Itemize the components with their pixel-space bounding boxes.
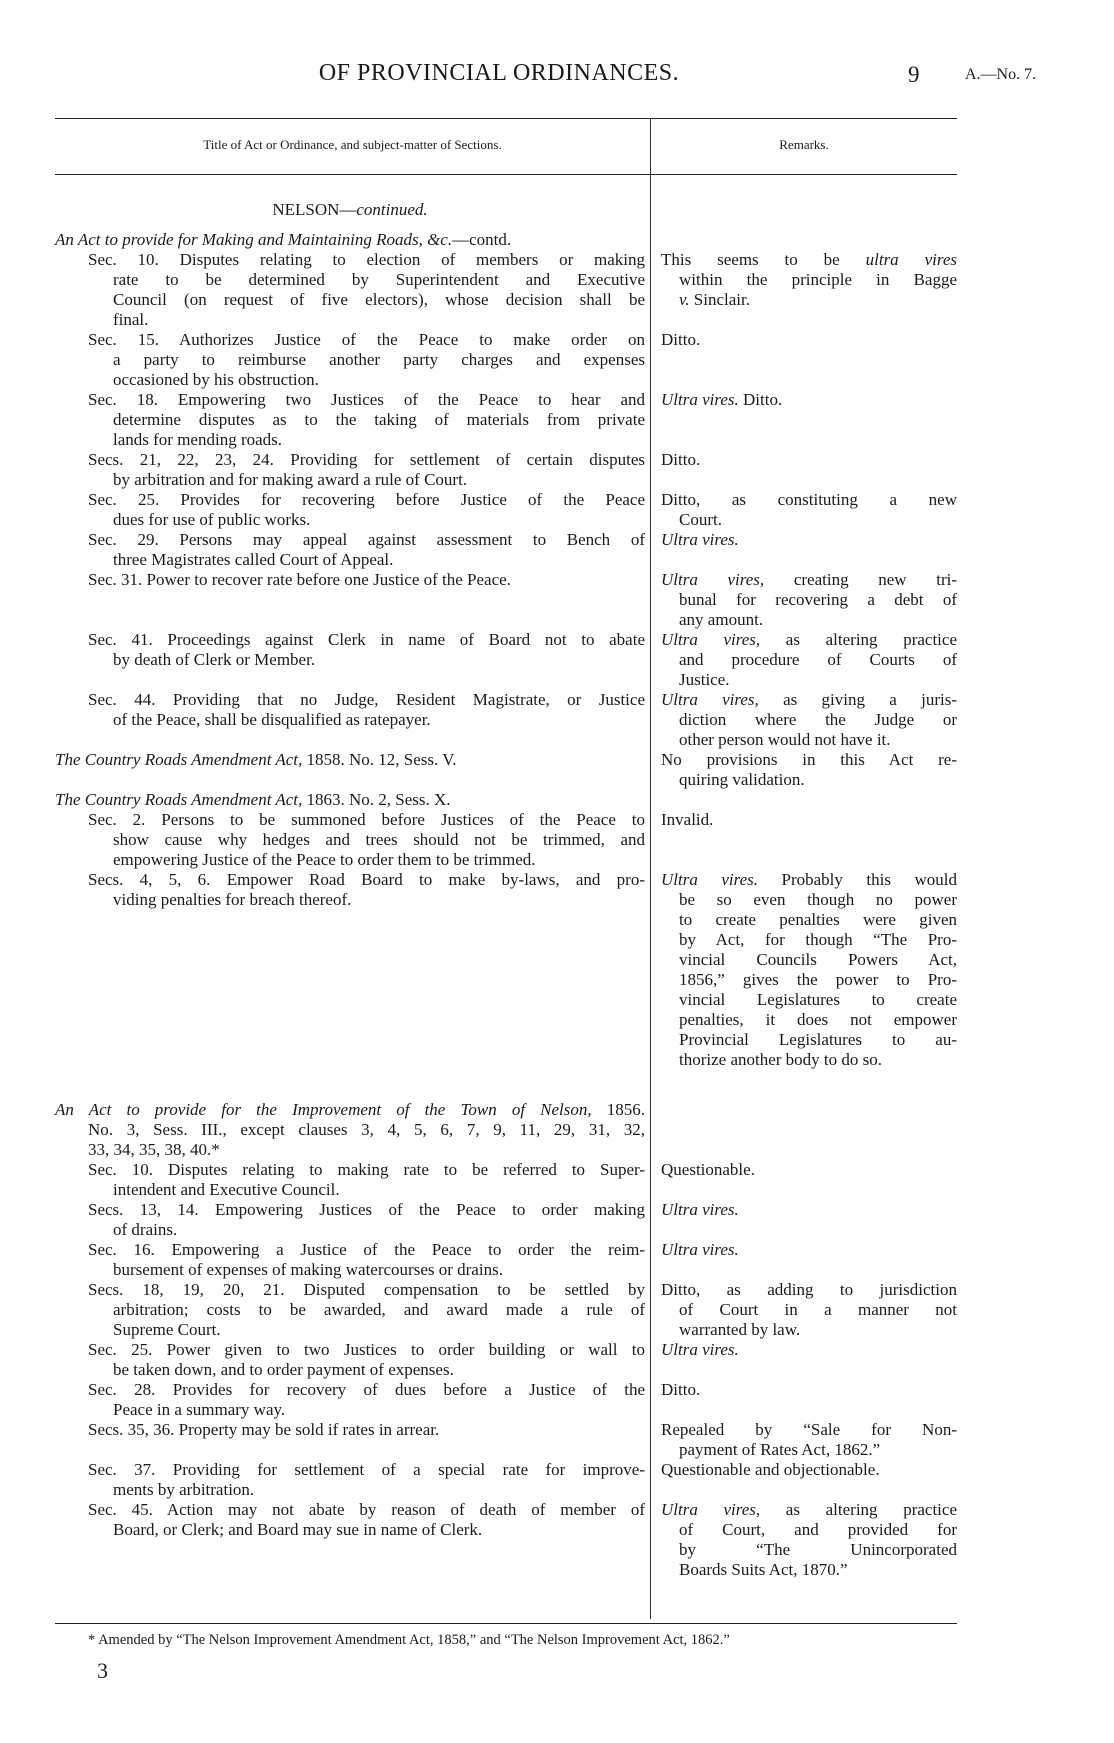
top-rule	[55, 118, 957, 119]
remark: This seems to be ultra vires	[661, 250, 957, 269]
remark-continuation: vincial Legislatures to create	[679, 990, 957, 1009]
act-title-continuation: 33, 34, 35, 38, 40.*	[88, 1140, 220, 1159]
section-entry-continuation: be taken down, and to order payment of expenses.	[113, 1360, 454, 1379]
section-entry: Sec. 16. Empowering a Justice of the Peace to order the reim-	[88, 1240, 645, 1259]
remark: Ultra vires.	[661, 1340, 739, 1359]
section-entry-continuation: rate to be determined by Superintendent and Executive	[113, 270, 645, 289]
section-entry-continuation: arbitration; costs to be awarded, and award made a rule of	[113, 1300, 645, 1319]
remark-continuation: of Court, and provided for	[679, 1520, 957, 1539]
remark-continuation: any amount.	[679, 610, 764, 629]
remark: Ditto, as constituting a new	[661, 490, 957, 509]
remark: Questionable.	[661, 1160, 755, 1179]
remark: Ultra vires, as giving a juris-	[661, 690, 957, 709]
section-entry-continuation: viding penalties for breach thereof.	[113, 890, 352, 909]
section-entry-continuation: of drains.	[113, 1220, 178, 1239]
section-heading	[55, 200, 645, 220]
section-entry: Sec. 25. Provides for recovering before Justice of the Peace	[88, 490, 645, 509]
remark: Ditto.	[661, 330, 701, 349]
remark-continuation: warranted by law.	[679, 1320, 801, 1339]
remark-continuation: payment of Rates Act, 1862.”	[679, 1440, 881, 1459]
section-entry: Sec. 41. Proceedings against Clerk in name of Board not to abate	[88, 630, 645, 649]
section-entry: Sec. 37. Providing for settlement of a special rate for improve-	[88, 1460, 645, 1479]
section-entry: Sec. 15. Authorizes Justice of the Peace to make order on	[88, 330, 645, 349]
section-entry-continuation: determine disputes as to the taking of materials from private	[113, 410, 645, 429]
section-entry-continuation: Supreme Court.	[113, 1320, 221, 1339]
remark-continuation: be so even though no power	[679, 890, 957, 909]
bottom-rule	[55, 1623, 957, 1624]
document-reference: A.—No. 7.	[965, 66, 1037, 83]
remark-continuation: and procedure of Courts of	[679, 650, 957, 669]
section-entry-continuation: ments by arbitration.	[113, 1480, 255, 1499]
section-entry: Secs. 18, 19, 20, 21. Disputed compensation to be settled by	[88, 1280, 645, 1299]
remark-continuation: Justice.	[679, 670, 730, 689]
remark-continuation: diction where the Judge or	[679, 710, 957, 729]
section-entry: Sec. 25. Power given to two Justices to order building or wall to	[88, 1340, 645, 1359]
signature-mark: 3	[97, 1658, 108, 1683]
remark: Ultra vires.	[661, 1240, 739, 1259]
act-title: The Country Roads Amendment Act, 1858. No. 12, Sess. V.	[55, 750, 457, 769]
remark: Ditto.	[661, 450, 701, 469]
remark: Invalid.	[661, 810, 714, 829]
section-entry: Sec. 18. Empowering two Justices of the Peace to hear and	[88, 390, 645, 409]
remark: Ultra vires.	[661, 530, 739, 549]
section-entry: Sec. 44. Providing that no Judge, Resident Magistrate, or Justice	[88, 690, 645, 709]
remark-continuation: Provincial Legislatures to au-	[679, 1030, 957, 1049]
footnote: * Amended by “The Nelson Improvement Amendment Act, 1858,” and “The Nelson Improvement Act, 1862.”	[88, 1632, 730, 1648]
remark-continuation: by Act, for though “The Pro-	[679, 930, 957, 949]
act-title: The Country Roads Amendment Act, 1863. No. 2, Sess. X.	[55, 790, 451, 809]
section-entry-continuation: a party to reimburse another party charges and expenses	[113, 350, 645, 369]
section-entry-continuation: by arbitration and for making award a rule of Court.	[113, 470, 468, 489]
section-entry: Secs. 13, 14. Empowering Justices of the Peace to order making	[88, 1200, 645, 1219]
act-title-continuation: No. 3, Sess. III., except clauses 3, 4, 5, 6, 7, 9, 11, 29, 31, 32,	[88, 1120, 645, 1139]
section-heading-main: NELSON—	[272, 200, 357, 219]
remark-continuation: Court.	[679, 510, 722, 529]
remark-continuation: bunal for recovering a debt of	[679, 590, 957, 609]
remark: Ultra vires. Ditto.	[661, 390, 783, 409]
remark: Ditto, as adding to jurisdiction	[661, 1280, 957, 1299]
remark: Ditto.	[661, 1380, 701, 1399]
section-entry: Secs. 21, 22, 23, 24. Providing for settlement of certain disputes	[88, 450, 645, 469]
remark-continuation: Boards Suits Act, 1870.”	[679, 1560, 848, 1579]
section-entry: Sec. 45. Action may not abate by reason of death of member of	[88, 1500, 645, 1519]
remark-continuation: of Court in a manner not	[679, 1300, 957, 1319]
remark-continuation: by “The Unincorporated	[679, 1540, 957, 1559]
act-title: An Act to provide for Making and Maintaining Roads, &c.—contd.	[55, 230, 512, 249]
section-entry-continuation: occasioned by his obstruction.	[113, 370, 319, 389]
remark: Ultra vires, creating new tri-	[661, 570, 957, 589]
remark: Questionable and objectionable.	[661, 1460, 880, 1479]
section-entry-continuation: final.	[113, 310, 149, 329]
section-entry-continuation: bursement of expenses of making watercourses or drains.	[113, 1260, 503, 1279]
running-title: OF PROVINCIAL ORDINANCES.	[318, 60, 680, 86]
section-entry: Sec. 2. Persons to be summoned before Justices of the Peace to	[88, 810, 645, 829]
heading-rule	[55, 174, 957, 175]
remark-continuation: 1856,” gives the power to Pro-	[679, 970, 957, 989]
section-entry-continuation: lands for mending roads.	[113, 430, 283, 449]
section-entry: Sec. 31. Power to recover rate before one Justice of the Peace.	[88, 570, 511, 589]
column-heading-title: Title of Act or Ordinance, and subject-matter of Sections.	[203, 137, 502, 152]
remark-continuation: within the principle in Bagge	[679, 270, 957, 289]
column-divider	[650, 119, 651, 1619]
remark-continuation: other person would not have it.	[679, 730, 891, 749]
page-number: 9	[908, 62, 920, 87]
section-entry-continuation: three Magistrates called Court of Appeal.	[113, 550, 394, 569]
section-entry-continuation: Council (on request of five electors), whose decision shall be	[113, 290, 645, 309]
remark: No provisions in this Act re-	[661, 750, 957, 769]
remark-continuation: penalties, it does not empower	[679, 1010, 957, 1029]
section-entry: Sec. 10. Disputes relating to election of members or making	[88, 250, 645, 269]
section-heading-continued: continued.	[356, 200, 428, 219]
remark: Ultra vires. Probably this would	[661, 870, 957, 889]
section-entry-continuation: by death of Clerk or Member.	[113, 650, 316, 669]
section-entry: Sec. 29. Persons may appeal against assessment to Bench of	[88, 530, 645, 549]
section-entry-continuation: empowering Justice of the Peace to order them to be trimmed.	[113, 850, 536, 869]
act-title: An Act to provide for the Improvement of the Town of Nelson, 1856.	[55, 1100, 646, 1119]
remark: Repealed by “Sale for Non-	[661, 1420, 957, 1439]
remark-continuation: quiring validation.	[679, 770, 805, 789]
section-entry-continuation: of the Peace, shall be disqualified as ratepayer.	[113, 710, 431, 729]
remark-continuation: thorize another body to do so.	[679, 1050, 883, 1069]
section-entry-continuation: Peace in a summary way.	[113, 1400, 286, 1419]
column-heading-remarks: Remarks.	[779, 137, 829, 152]
remark-continuation: vincial Councils Powers Act,	[679, 950, 957, 969]
section-entry-continuation: intendent and Executive Council.	[113, 1180, 340, 1199]
section-entry: Secs. 4, 5, 6. Empower Road Board to make by-laws, and pro-	[88, 870, 645, 889]
section-entry: Sec. 28. Provides for recovery of dues before a Justice of the	[88, 1380, 645, 1399]
remark-continuation: v. Sinclair.	[679, 290, 750, 309]
section-entry-continuation: dues for use of public works.	[113, 510, 311, 529]
remark: Ultra vires, as altering practice	[661, 1500, 957, 1519]
section-entry: Sec. 10. Disputes relating to making rate to be referred to Super-	[88, 1160, 645, 1179]
section-entry-continuation: show cause why hedges and trees should not be trimmed, and	[113, 830, 645, 849]
remark: Ultra vires, as altering practice	[661, 630, 957, 649]
remark-continuation: to create penalties were given	[679, 910, 957, 929]
section-entry-continuation: Board, or Clerk; and Board may sue in name of Clerk.	[113, 1520, 483, 1539]
remark: Ultra vires.	[661, 1200, 739, 1219]
section-entry: Secs. 35, 36. Property may be sold if rates in arrear.	[88, 1420, 440, 1439]
